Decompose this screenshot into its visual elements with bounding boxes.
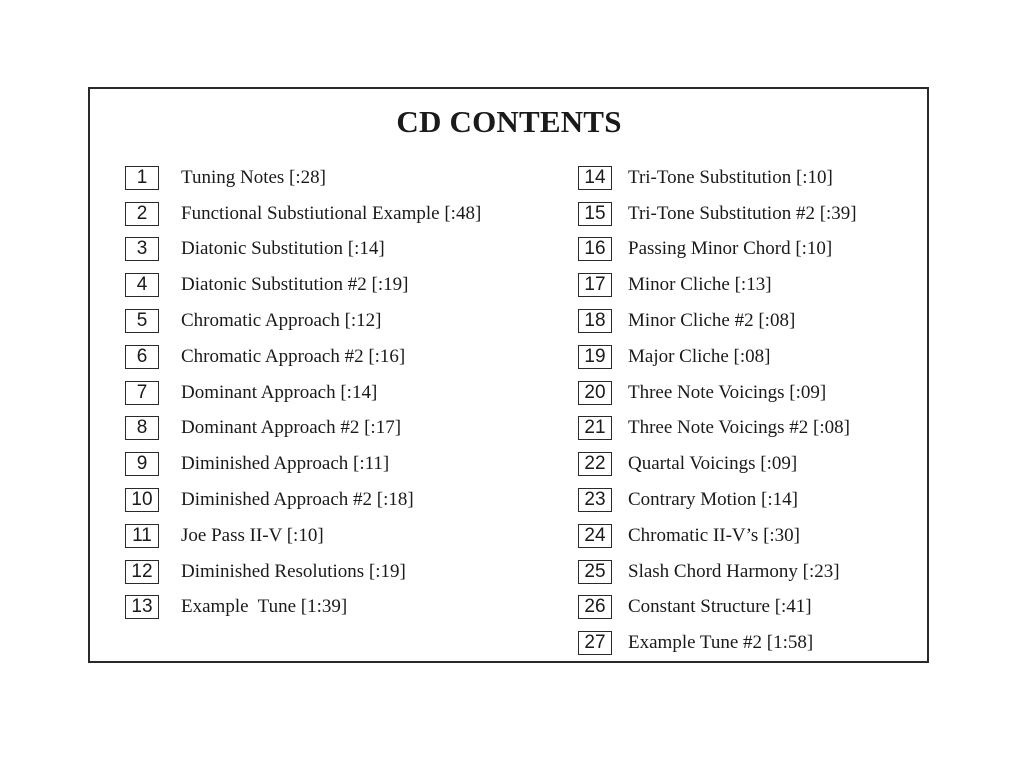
track-title: Chromatic II-V’s [:30] — [628, 524, 801, 546]
track-item — [578, 482, 857, 518]
track-title: Diminished Approach [:11] — [181, 453, 390, 475]
track-number-box: 15 — [578, 202, 612, 226]
track-item — [125, 590, 481, 626]
track-title: Passing Minor Chord [:10] — [628, 238, 833, 260]
track-title: Three Note Voicings #2 [:08] — [628, 417, 850, 439]
track-number-box: 14 — [578, 166, 612, 190]
track-title: Tri-Tone Substitution #2 [:39] — [628, 202, 857, 224]
track-item — [578, 446, 857, 482]
track-number-box: 10 — [125, 488, 159, 512]
track-number-box: 25 — [578, 560, 612, 584]
track-number-box: 9 — [125, 452, 159, 476]
track-number-box: 16 — [578, 237, 612, 261]
track-title: Tuning Notes [:28] — [181, 166, 326, 188]
track-number-box: 20 — [578, 381, 612, 405]
track-title: Example Tune [1:39] — [181, 596, 348, 618]
track-item — [578, 196, 857, 232]
track-item — [125, 303, 481, 339]
track-number-box: 4 — [125, 273, 159, 297]
page-title: CD CONTENTS — [396, 104, 622, 139]
track-title: Constant Structure [:41] — [628, 596, 812, 618]
track-title: Dominant Approach [:14] — [181, 381, 378, 403]
track-item — [125, 518, 481, 554]
track-title: Three Note Voicings [:09] — [628, 381, 827, 403]
track-number-box: 27 — [578, 631, 612, 655]
track-list-right — [578, 160, 857, 661]
track-item — [578, 518, 857, 554]
track-title: Diminished Resolutions [:19] — [181, 560, 406, 582]
track-title: Minor Cliche [:13] — [628, 274, 772, 296]
track-item — [125, 196, 481, 232]
track-item — [578, 590, 857, 626]
track-title: Diminished Approach #2 [:18] — [181, 489, 414, 511]
track-item — [578, 267, 857, 303]
track-title: Example Tune #2 [1:58] — [628, 632, 814, 654]
track-number-box: 7 — [125, 381, 159, 405]
track-item — [125, 411, 481, 447]
track-item — [125, 554, 481, 590]
track-number-box: 22 — [578, 452, 612, 476]
track-item — [578, 625, 857, 661]
track-list-left — [125, 160, 481, 625]
track-number-box: 23 — [578, 488, 612, 512]
track-item — [578, 339, 857, 375]
track-number-box: 21 — [578, 416, 612, 440]
track-item — [578, 411, 857, 447]
track-item — [125, 232, 481, 268]
track-title: Joe Pass II-V [:10] — [181, 524, 324, 546]
track-number-box: 19 — [578, 345, 612, 369]
track-number-box: 24 — [578, 524, 612, 548]
track-item — [125, 482, 481, 518]
track-item — [125, 375, 481, 411]
track-number-box: 11 — [125, 524, 159, 548]
track-number-box: 17 — [578, 273, 612, 297]
track-title: Tri-Tone Substitution [:10] — [628, 166, 833, 188]
track-title: Quartal Voicings [:09] — [628, 453, 798, 475]
track-title: Functional Substiutional Example [:48] — [181, 202, 482, 224]
track-item — [578, 303, 857, 339]
track-item — [125, 267, 481, 303]
track-item — [125, 339, 481, 375]
track-title: Minor Cliche #2 [:08] — [628, 310, 796, 332]
track-number-box: 8 — [125, 416, 159, 440]
track-number-box: 2 — [125, 202, 159, 226]
track-number-box: 13 — [125, 595, 159, 619]
track-number-box: 3 — [125, 237, 159, 261]
track-title: Slash Chord Harmony [:23] — [628, 560, 840, 582]
track-item — [125, 446, 481, 482]
track-number-box: 26 — [578, 595, 612, 619]
track-item — [578, 160, 857, 196]
track-number-box: 5 — [125, 309, 159, 333]
track-item — [125, 160, 481, 196]
track-item — [578, 375, 857, 411]
track-number-box: 18 — [578, 309, 612, 333]
track-title: Diatonic Substitution [:14] — [181, 238, 385, 260]
track-number-box: 1 — [125, 166, 159, 190]
track-title: Chromatic Approach [:12] — [181, 310, 382, 332]
track-title: Major Cliche [:08] — [628, 345, 771, 367]
track-number-box: 12 — [125, 560, 159, 584]
track-item — [578, 554, 857, 590]
track-title: Diatonic Substitution #2 [:19] — [181, 274, 409, 296]
track-title: Chromatic Approach #2 [:16] — [181, 345, 406, 367]
track-title: Dominant Approach #2 [:17] — [181, 417, 402, 439]
track-item — [578, 232, 857, 268]
track-number-box: 6 — [125, 345, 159, 369]
track-title: Contrary Motion [:14] — [628, 489, 798, 511]
